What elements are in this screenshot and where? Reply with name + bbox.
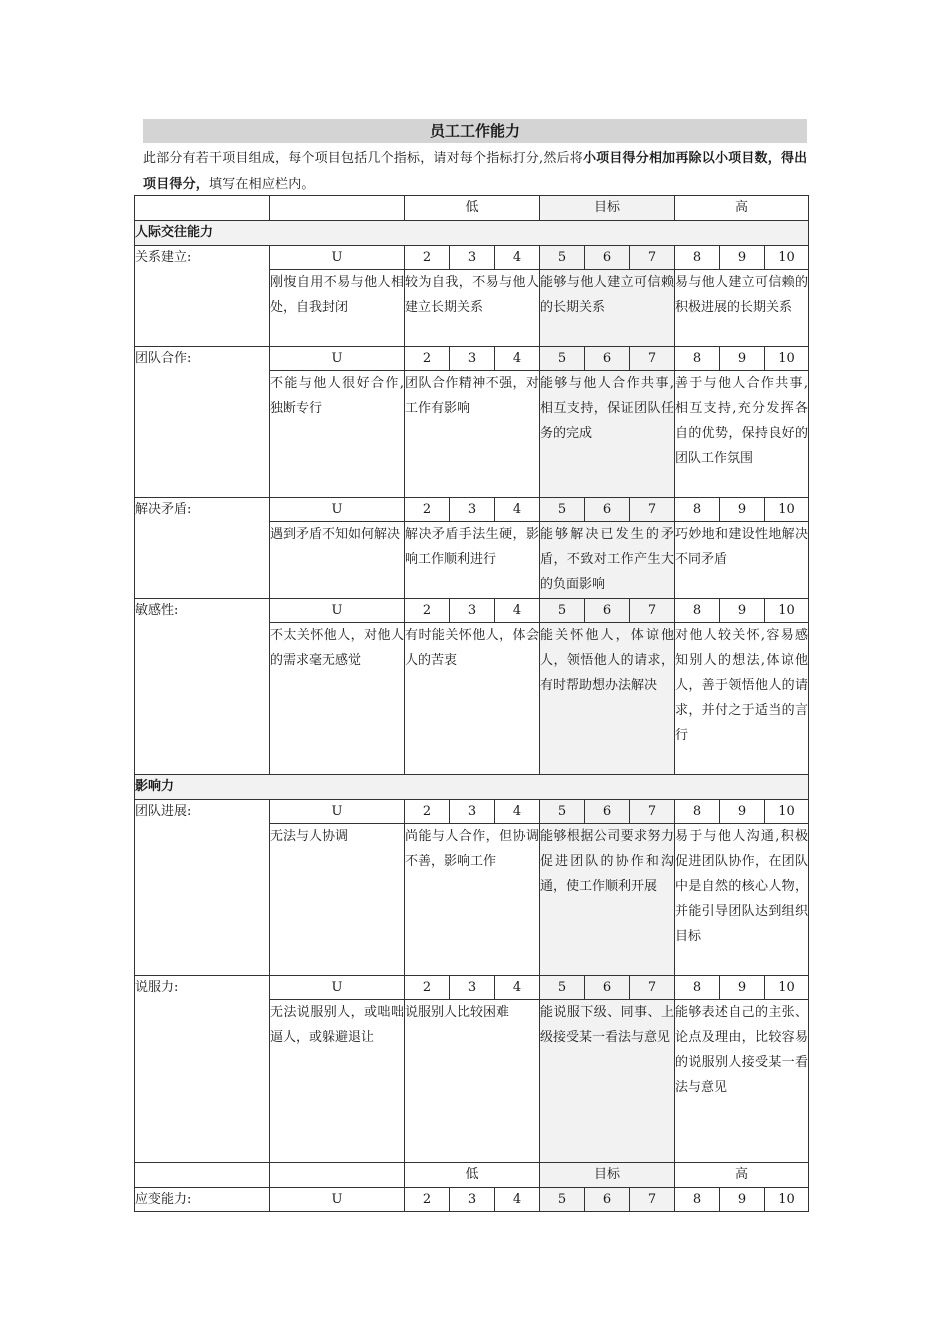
- section-title: 人际交往能力: [135, 221, 809, 246]
- desc-target: [540, 270, 675, 347]
- score-cell: U: [270, 976, 405, 1000]
- score-cell: U: [270, 599, 405, 623]
- score-cell: 8: [675, 800, 720, 824]
- level-header-row-repeat: [135, 1163, 809, 1188]
- desc-u: [270, 1000, 405, 1163]
- desc-text: 能够与他人合作共事,相互支持，保证团队任务的完成: [540, 376, 675, 441]
- score-cell: 9: [720, 246, 765, 270]
- score-row: [135, 599, 809, 623]
- desc-text: 易与他人建立可信赖的积极进展的长期关系: [675, 275, 809, 315]
- desc-text: 说服别人比较困难: [405, 1005, 510, 1020]
- score-cell: 10: [765, 1188, 809, 1212]
- desc-u: [270, 824, 405, 976]
- score-cell: 6: [585, 976, 630, 1000]
- score-cell: 6: [585, 347, 630, 371]
- score-cell: U: [270, 1188, 405, 1212]
- desc-target: [540, 522, 675, 599]
- section-row: [135, 221, 809, 246]
- score-cell: 7: [630, 246, 675, 270]
- score-cell: 9: [720, 1188, 765, 1212]
- score-cell: 4: [495, 1188, 540, 1212]
- score-cell: 6: [585, 800, 630, 824]
- competency-table: [134, 195, 809, 1212]
- score-cell: 6: [585, 599, 630, 623]
- level-header-empty: [135, 1163, 270, 1188]
- score-cell: 3: [450, 246, 495, 270]
- desc-text: 尚能与人合作，但协调不善，影响工作: [405, 829, 539, 869]
- item-label: 解决矛盾:: [135, 498, 270, 599]
- score-cell: 10: [765, 599, 809, 623]
- page-title: 员工工作能力: [143, 119, 807, 143]
- desc-target: [540, 623, 675, 775]
- score-cell: 2: [405, 800, 450, 824]
- score-cell: 6: [585, 498, 630, 522]
- score-cell: 8: [675, 976, 720, 1000]
- desc-u: [270, 371, 405, 498]
- score-cell: 6: [585, 246, 630, 270]
- section-row: [135, 775, 809, 800]
- score-row: [135, 1188, 809, 1212]
- desc-low: [405, 270, 540, 347]
- section-title: 影响力: [135, 775, 809, 800]
- intro-text: [143, 146, 811, 198]
- desc-text: 善于与他人合作共事,相互支持,充分发挥各自的优势，保持良好的团队工作氛围: [675, 376, 809, 466]
- desc-u: [270, 623, 405, 775]
- score-cell: 8: [675, 498, 720, 522]
- desc-high: [675, 371, 809, 498]
- score-cell: 8: [675, 246, 720, 270]
- score-cell: 8: [675, 1188, 720, 1212]
- desc-text: 能够解决已发生的矛盾，不致对工作产生大的负面影响: [540, 527, 675, 592]
- desc-text: 对他人较关怀,容易感知别人的想法,体谅他人，善于领悟他人的请求，并付之于适当的言行: [675, 628, 809, 743]
- desc-low: [405, 623, 540, 775]
- score-cell: 5: [540, 1188, 585, 1212]
- desc-text: 不太关怀他人，对他人的需求毫无感觉: [270, 628, 404, 668]
- score-cell: 6: [585, 1188, 630, 1212]
- score-cell: 10: [765, 347, 809, 371]
- score-cell: 3: [450, 599, 495, 623]
- desc-text: 无法说服别人，或咄咄逼人，或躲避退让: [270, 1005, 404, 1045]
- score-cell: 3: [450, 976, 495, 1000]
- desc-text: 解决矛盾手法生硬，影响工作顺利进行: [405, 527, 539, 567]
- desc-high: [675, 522, 809, 599]
- intro-text-bold: 小项目得分相加再除以小项目数，得出项目得分，: [143, 151, 808, 192]
- desc-text: 巧妙地和建设性地解决不同矛盾: [675, 527, 809, 567]
- score-cell: 2: [405, 246, 450, 270]
- score-cell: 9: [720, 800, 765, 824]
- score-cell: 5: [540, 800, 585, 824]
- score-cell: 3: [450, 347, 495, 371]
- desc-text: 易于与他人沟通,积极促进团队协作，在团队中是自然的核心人物，并能引导团队达到组织目标: [675, 829, 809, 944]
- level-target: 目标: [540, 196, 675, 221]
- score-cell: 8: [675, 599, 720, 623]
- level-header-empty: [270, 1163, 405, 1188]
- desc-low: [405, 522, 540, 599]
- level-target: 目标: [540, 1163, 675, 1188]
- desc-text: 团队合作精神不强，对工作有影响: [405, 376, 539, 416]
- desc-low: [405, 824, 540, 976]
- desc-text: 不能与他人很好合作,独断专行: [270, 376, 404, 416]
- score-cell: 4: [495, 347, 540, 371]
- desc-text: 能够与他人建立可信赖的长期关系: [540, 275, 675, 315]
- score-row: [135, 246, 809, 270]
- desc-high: [675, 270, 809, 347]
- score-cell: 9: [720, 347, 765, 371]
- score-cell: 4: [495, 246, 540, 270]
- level-header-row: [135, 196, 809, 221]
- desc-text: 能说服下级、同事、上级接受某一看法与意见: [540, 1005, 675, 1045]
- score-cell: 5: [540, 347, 585, 371]
- desc-target: [540, 1000, 675, 1163]
- score-cell: 4: [495, 498, 540, 522]
- score-cell: 2: [405, 347, 450, 371]
- score-cell: U: [270, 800, 405, 824]
- item-label: 应变能力:: [135, 1188, 270, 1212]
- score-row: [135, 498, 809, 522]
- score-cell: 5: [540, 599, 585, 623]
- level-header-empty: [135, 196, 270, 221]
- intro-text-part2: 填写在相应栏内。: [209, 177, 315, 192]
- score-cell: 4: [495, 976, 540, 1000]
- level-header-empty: [270, 196, 405, 221]
- score-cell: 7: [630, 800, 675, 824]
- level-low: 低: [405, 196, 540, 221]
- desc-text: 较为自我，不易与他人建立长期关系: [405, 275, 539, 315]
- score-cell: 4: [495, 599, 540, 623]
- score-cell: 5: [540, 976, 585, 1000]
- level-low: 低: [405, 1163, 540, 1188]
- desc-low: [405, 371, 540, 498]
- score-cell: 10: [765, 976, 809, 1000]
- score-cell: 7: [630, 1188, 675, 1212]
- score-cell: 10: [765, 246, 809, 270]
- score-cell: 3: [450, 498, 495, 522]
- score-row: [135, 347, 809, 371]
- item-label: 团队合作:: [135, 347, 270, 498]
- level-high: 高: [675, 196, 809, 221]
- score-cell: 5: [540, 246, 585, 270]
- score-cell: 2: [405, 599, 450, 623]
- desc-text: 刚愎自用不易与他人相处，自我封闭: [270, 275, 404, 315]
- desc-high: [675, 1000, 809, 1163]
- desc-target: [540, 824, 675, 976]
- score-cell: 3: [450, 1188, 495, 1212]
- score-cell: 8: [675, 347, 720, 371]
- score-cell: 10: [765, 498, 809, 522]
- item-label: 关系建立:: [135, 246, 270, 347]
- score-cell: 9: [720, 498, 765, 522]
- score-cell: 4: [495, 800, 540, 824]
- desc-text: 能关怀他人，体谅他人，领悟他人的请求，有时帮助想办法解决: [540, 628, 675, 693]
- item-label: 团队进展:: [135, 800, 270, 976]
- item-label: 敏感性:: [135, 599, 270, 775]
- desc-text: 能够根据公司要求努力促进团队的协作和沟通，使工作顺利开展: [540, 829, 675, 894]
- desc-u: [270, 522, 405, 599]
- desc-high: [675, 824, 809, 976]
- score-cell: 7: [630, 498, 675, 522]
- desc-u: [270, 270, 405, 347]
- score-cell: 7: [630, 599, 675, 623]
- score-row: [135, 800, 809, 824]
- desc-text: 能够表述自己的主张、论点及理由，比较容易的说服别人接受某一看法与意见: [675, 1005, 809, 1095]
- score-cell: U: [270, 347, 405, 371]
- score-cell: 9: [720, 976, 765, 1000]
- score-cell: U: [270, 246, 405, 270]
- desc-text: 遇到矛盾不知如何解决: [270, 527, 401, 542]
- level-high: 高: [675, 1163, 809, 1188]
- desc-low: [405, 1000, 540, 1163]
- score-row: [135, 976, 809, 1000]
- score-cell: 2: [405, 498, 450, 522]
- item-label: 说服力:: [135, 976, 270, 1163]
- score-cell: 2: [405, 976, 450, 1000]
- score-cell: 10: [765, 800, 809, 824]
- intro-text-part1: 此部分有若干项目组成，每个项目包括几个指标，请对每个指标打分,然后将: [143, 151, 583, 166]
- score-cell: U: [270, 498, 405, 522]
- desc-target: [540, 371, 675, 498]
- desc-text: 有时能关怀他人，体会人的苦衷: [405, 628, 539, 668]
- score-cell: 3: [450, 800, 495, 824]
- score-cell: 7: [630, 976, 675, 1000]
- score-cell: 7: [630, 347, 675, 371]
- score-cell: 5: [540, 498, 585, 522]
- score-cell: 2: [405, 1188, 450, 1212]
- score-cell: 9: [720, 599, 765, 623]
- desc-high: [675, 623, 809, 775]
- desc-text: 无法与人协调: [270, 829, 349, 844]
